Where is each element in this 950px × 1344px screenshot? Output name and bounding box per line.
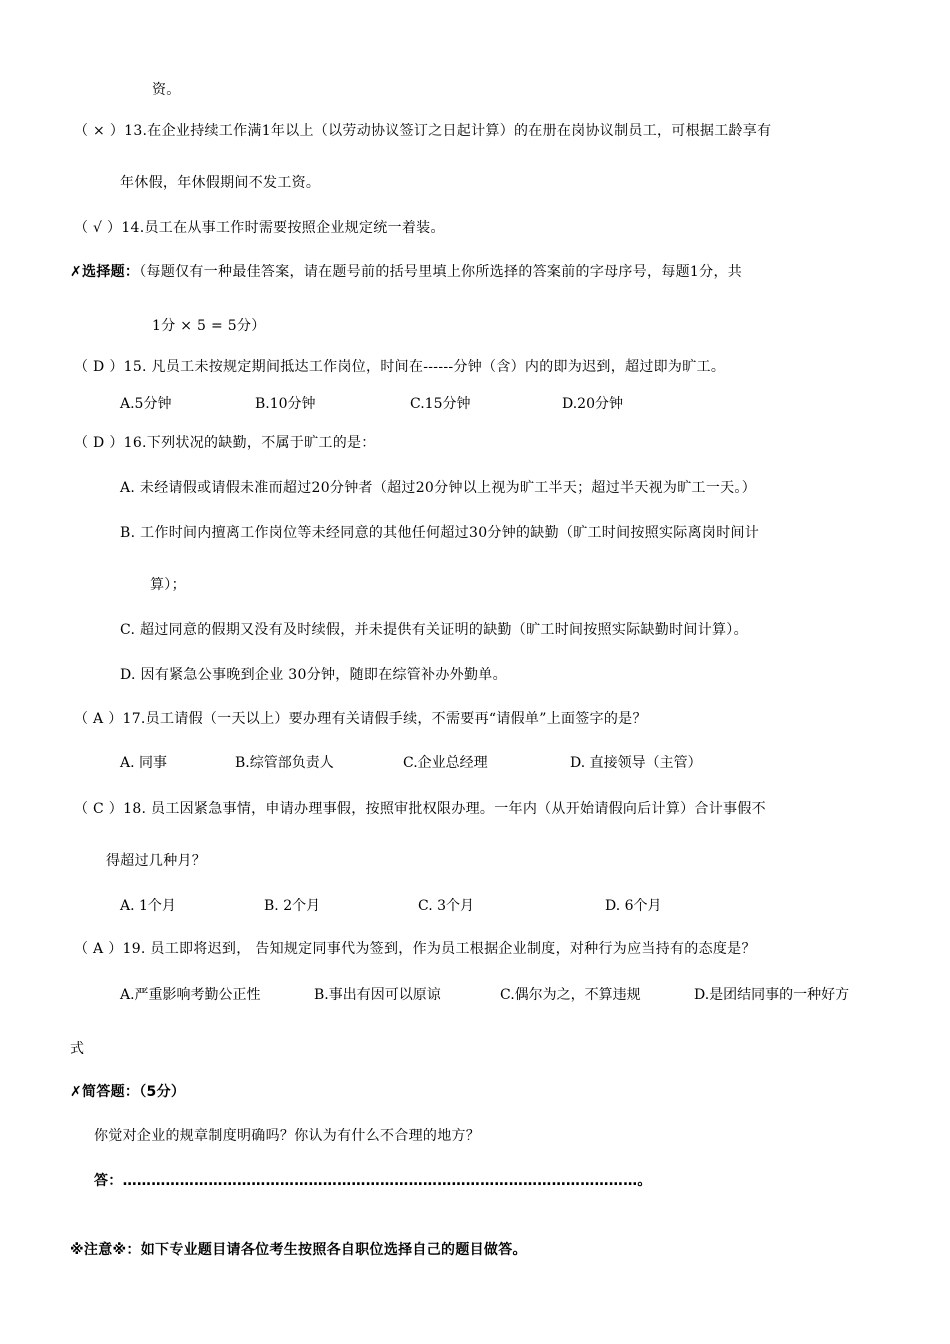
question-16-option-b: B. 工作时间内擅离工作岗位等未经同意的其他任何超过30分钟的缺勤（旷工时间按照实际离岗时间计 xyxy=(120,525,760,541)
option-a: A.严重影响考勤公正性 xyxy=(120,987,261,1003)
option-a: A. 1个月 xyxy=(120,898,176,914)
section-description-continued: 1分 × 5 = 5分） xyxy=(152,318,266,334)
option-d: D. 6个月 xyxy=(605,898,662,914)
section-title: 简答题：（5分） xyxy=(82,1084,186,1100)
option-b: B.事出有因可以原谅 xyxy=(314,987,441,1003)
option-c: C.偶尔为之，不算违规 xyxy=(500,987,641,1003)
short-answer-question: 你觉对企业的规章制度明确吗？你认为有什么不合理的地方？ xyxy=(94,1128,481,1144)
question-19: （ A ）19. 员工即将迟到， 告知规定同事代为签到，作为员工根据企业制度，对种行为应当持有的态度是？ xyxy=(74,941,756,957)
option-b: B.10分钟 xyxy=(255,396,316,412)
section-title: 选择题： xyxy=(82,264,140,280)
question-16-option-d: D. 因有紧急公事晚到企业 30分钟，随即在综管补办外勤单。 xyxy=(120,667,507,683)
option-a: A.5分钟 xyxy=(120,396,172,412)
option-d: D.20分钟 xyxy=(562,396,623,412)
note: ※注意※：如下专业题目请各位考生按照各自职位选择自己的题目做答。 xyxy=(70,1242,527,1258)
section-heading-choice xyxy=(70,262,742,282)
section-marker-icon: ✗ xyxy=(70,264,83,280)
section-description: （每题仅有一种最佳答案，请在题号前的括号里填上你所选择的答案前的字母序号，每题1分，共 xyxy=(139,264,743,280)
question-16-option-c: C. 超过同意的假期又没有及时续假，并未提供有关证明的缺勤（旷工时间按照实际缺勤时间计算）。 xyxy=(120,622,748,638)
question-16: （ D ）16.下列状况的缺勤，不属于旷工的是： xyxy=(74,435,376,451)
answer-line: 答：………………………………………………………………………………………………。 xyxy=(94,1173,652,1189)
question-18-continued: 得超过几种月？ xyxy=(106,853,207,869)
question-17: （ A ）17.员工请假（一天以上）要办理有关请假手续，不需要再“请假单”上面签字的是？ xyxy=(74,711,647,727)
option-b: B.综管部负责人 xyxy=(235,755,334,771)
section-heading-short-answer xyxy=(70,1082,185,1102)
question-18: （ C ）18. 员工因紧急事情，申请办理事假，按照审批权限办理。一年内（从开始请假向后计算）合计事假不 xyxy=(74,801,766,817)
option-d: D. 直接领导（主管） xyxy=(570,755,702,771)
question-16-option-b-continued: 算）； xyxy=(150,577,186,593)
option-c: C.企业总经理 xyxy=(403,755,488,771)
question-15: （ D ）15. 凡员工未按规定期间抵达工作岗位，时间在------分钟（含）内的即为迟到，超过即为旷工。 xyxy=(74,359,726,375)
continued-text: 资。 xyxy=(152,82,181,98)
question-14: （ √ ）14.员工在从事工作时需要按照企业规定统一着装。 xyxy=(74,220,445,236)
option-d: D.是团结同事的一种好方 xyxy=(694,987,850,1003)
question-19-continued: 式 xyxy=(70,1041,85,1057)
option-a: A. 同事 xyxy=(120,755,168,771)
question-13: （ × ）13.在企业持续工作满1年以上（以劳动协议签订之日起计算）的在册在岗协议制员工，可根据工龄享有 xyxy=(74,123,772,139)
question-16-option-a: A. 未经请假或请假未准而超过20分钟者（超过20分钟以上视为旷工半天；超过半天视为旷工一天。） xyxy=(120,480,757,496)
section-marker-icon: ✗ xyxy=(70,1084,83,1100)
question-13-continued: 年休假，年休假期间不发工资。 xyxy=(120,175,321,191)
option-c: C. 3个月 xyxy=(418,898,475,914)
option-c: C.15分钟 xyxy=(410,396,471,412)
option-b: B. 2个月 xyxy=(264,898,321,914)
